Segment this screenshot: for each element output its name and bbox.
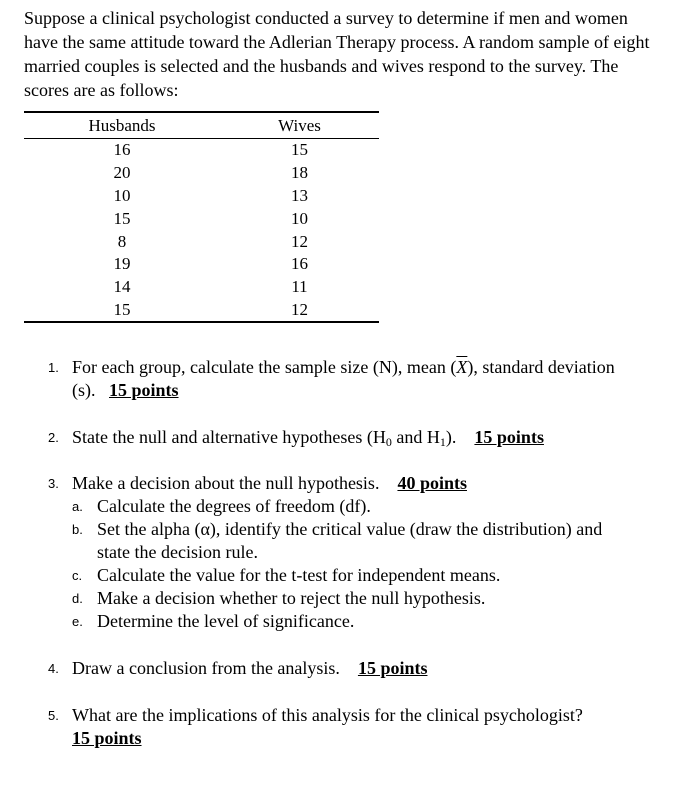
question-text-part: and H — [391, 427, 440, 447]
points-label: 40 points — [397, 473, 467, 493]
points-label: 15 points — [109, 380, 179, 400]
sub-letter: d. — [72, 591, 83, 606]
wife-score: 18 — [291, 163, 308, 183]
table-row — [24, 253, 379, 276]
wife-score: 10 — [291, 208, 308, 228]
table-row — [24, 185, 379, 208]
intro-paragraph: Suppose a clinical psychologist conducted a survey to determine if men and women have the same attitude toward the Adlerian Therapy process. A random sample of eight married couples is selected and the husbands and wives respond to the survey. The scores are as follows: — [24, 8, 650, 100]
sub-letter: b. — [72, 522, 83, 537]
mean-symbol: $\overline{X}$ — [456, 357, 468, 377]
question-text — [72, 356, 632, 402]
husband-score: 15 — [113, 299, 131, 319]
husband-score: 20 — [113, 163, 131, 183]
husband-score: 8 — [117, 231, 127, 251]
table-row — [24, 299, 379, 323]
table-row — [24, 207, 379, 230]
table-header-row — [24, 112, 379, 139]
table-row — [24, 139, 379, 162]
wife-score: 15 — [291, 140, 308, 160]
question-text — [72, 426, 632, 449]
wife-score: 12 — [291, 231, 308, 251]
header-wives: Wives — [278, 115, 321, 135]
husband-score: 14 — [113, 277, 131, 297]
question-text-part: Draw a conclusion from the analysis. — [72, 658, 340, 678]
question-text-part: Make a decision about the null hypothesis. — [72, 473, 380, 493]
points-label: 15 points — [357, 658, 428, 678]
table-row — [24, 162, 379, 185]
husband-score: 15 — [113, 208, 131, 228]
sub-text: Make a decision whether to reject the null hypothesis. — [97, 588, 486, 608]
question-text-part: ), standard deviation (s). — [72, 357, 615, 400]
husband-score: 16 — [113, 140, 131, 160]
wife-score: 16 — [291, 254, 308, 274]
question-text-part: State the null and alternative hypotheses (H — [72, 427, 386, 447]
header-husbands: Husbands — [88, 115, 156, 135]
sub-text: Set the alpha (α), identify the critical value (draw the distribution) and state the decision rule. — [97, 519, 603, 562]
wife-score: 13 — [291, 185, 308, 205]
sub-text: Calculate the value for the t-test for independent means. — [97, 565, 501, 585]
points-label: 15 points — [474, 427, 544, 447]
husband-score: 10 — [113, 185, 131, 205]
points-label: 15 points — [72, 728, 142, 748]
question-number: 1. — [48, 360, 59, 375]
question-text — [72, 472, 632, 495]
question-text-part: For each group, calculate the sample size (N), mean ( — [72, 357, 457, 377]
question-text — [72, 657, 632, 680]
subscript-1: 1 — [439, 435, 446, 449]
wife-score: 11 — [291, 277, 308, 297]
question-text — [72, 704, 632, 750]
wife-score: 12 — [291, 299, 308, 319]
question-number: 3. — [48, 476, 59, 491]
sub-letter: e. — [72, 614, 83, 629]
scores-table — [24, 111, 379, 323]
sub-letter: c. — [72, 568, 83, 583]
sub-text: Calculate the degrees of freedom (df). — [97, 496, 371, 516]
table-row — [24, 276, 379, 299]
sub-text: Determine the level of significance. — [97, 611, 355, 631]
husband-score: 19 — [113, 254, 131, 274]
sub-letter: a. — [72, 499, 83, 514]
subscript-0: 0 — [385, 435, 392, 449]
question-text-part: ). — [445, 427, 457, 447]
question-number: 2. — [48, 430, 59, 445]
table-row — [24, 230, 379, 253]
question-text-part: What are the implications of this analysis for the clinical psychologist? — [72, 705, 583, 725]
question-number: 5. — [48, 708, 59, 723]
question-number: 4. — [48, 661, 59, 676]
